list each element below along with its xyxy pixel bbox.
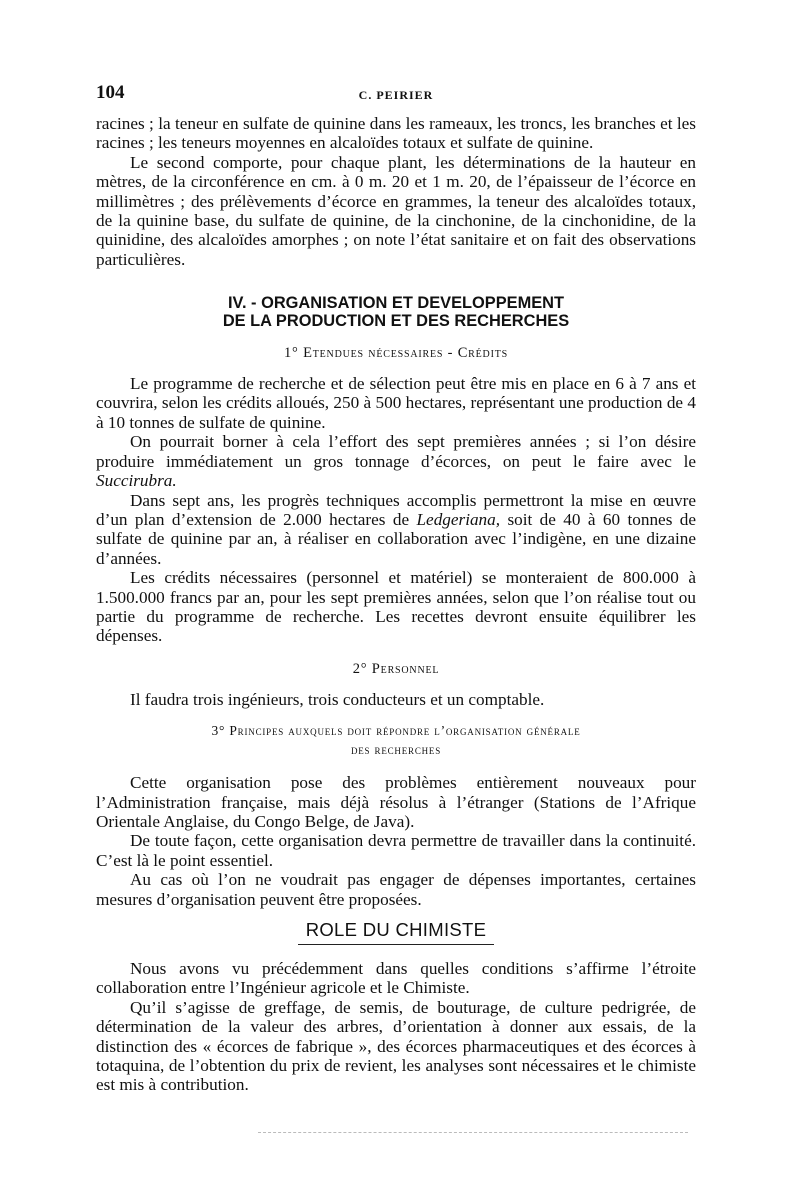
paragraph-6: Les crédits nécessaires (personnel et matériel) se monteraient de 800.000 à 1.500.000 francs par an, pour les sept premières années, selon que l’on réalise tout ou partie du programme de recherche. Les recettes devront ensuite équilibrer les dépenses. [96, 568, 696, 646]
section-heading-line-1: IV. - ORGANISATION ET DEVELOPPEMENT [227, 294, 565, 313]
running-head [96, 82, 696, 114]
paragraph-10: Au cas où l’on ne voudrait pas engager de dépenses importantes, certaines mesures d’organisation peuvent être proposées. [96, 870, 696, 909]
paragraph-5-text-a: Dans sept ans, les progrès techniques accomplis permettront la mise en œuvre d’un plan d’extension de 2.000 hectares de [96, 490, 696, 529]
section-heading-iv [96, 295, 696, 330]
subheading-principes-line-1: 3° Principes auxquels doit répondre l’organisation générale [211, 723, 581, 739]
page [96, 82, 696, 1095]
subheading-principes-line-2: des recherches [350, 742, 442, 758]
page-number: 104 [96, 82, 125, 103]
paragraph-4-text: On pourrait borner à cela l’effort des sept premières années ; si l’on désire produire immédiatement un gros tonnage d’écorces, on peut le faire avec le [96, 432, 696, 471]
paragraph-8: Cette organisation pose des problèmes entièrement nouveaux pour l’Administration française, mais déjà résolus à l’étranger (Stations de l’Afrique Orientale Anglaise, du Congo Belge, de Java). [96, 773, 696, 831]
paragraph-2: Le second comporte, pour chaque plant, les déterminations de la hauteur en mètres, de la circonférence en cm. à 0 m. 20 et 1 m. 20, de l’épaisseur de l’écorce en millimètres ; des prélèvements d’écorce en grammes, la teneur des alcaloïdes totaux, de la quinine base, du sulfate de quinine, de la cinchonine, de la cinchonidine, de la quinidine, des alcaloïdes amorphes ; on note l’état sanitaire et on fait des observations particulières. [96, 152, 696, 269]
paragraph-9: De toute façon, cette organisation devra permettre de travailler dans la continuité. C’est là le point essentiel. [96, 831, 696, 870]
paragraph-7: Il faudra trois ingénieurs, trois conducteurs et un comptable. [130, 689, 545, 709]
paragraph-5-text-b: soit de 40 à 60 tonnes de sulfate de quinine par an, à réaliser en collaboration avec l’indigène, en une dizaine d’années. [96, 509, 696, 568]
subheading-personnel: 2° Personnel [352, 660, 440, 677]
subheading-principes [96, 721, 696, 759]
paragraph-1: racines ; la teneur en sulfate de quinine dans les rameaux, les troncs, les branches et les racines ; les teneurs moyennes en alcaloïdes totaux et sulfate de quinine. [96, 114, 696, 153]
heading-role-du-chimiste: ROLE DU CHIMISTE [298, 919, 495, 945]
section-heading-line-2: DE LA PRODUCTION ET DES RECHERCHES [222, 311, 570, 330]
paragraph-4-italic: Succirubra. [96, 471, 177, 491]
running-title: C. PEIRIER [358, 88, 434, 102]
footer-rule [258, 1132, 688, 1133]
paragraph-4 [96, 432, 696, 490]
heading-role-du-chimiste-wrap [96, 919, 696, 945]
paragraph-12: Qu’il s’agisse de greffage, de semis, de bouturage, de culture pedrigrée, de détermination de la valeur des arbres, d’orientation à donner aux essais, de la distinction des « écorces de fabrique », des écorces pharmaceutiques et des écorces à totaquina, de l’obtention du prix de revient, les analyses sont nécessaires et le chimiste est mis à contribution. [96, 997, 696, 1095]
paragraph-5 [96, 491, 696, 569]
paragraph-3: Le programme de recherche et de sélection peut être mis en place en 6 à 7 ans et couvrira, selon les crédits alloués, 250 à 500 hectares, représentant une production de 4 à 10 tonnes de sulfate de quinine. [96, 374, 696, 432]
paragraph-5-italic: Ledgeriana, [416, 509, 501, 529]
paragraph-11: Nous avons vu précédemment dans quelles conditions s’affirme l’étroite collaboration entre l’Ingénieur agricole et le Chimiste. [96, 959, 696, 998]
subheading-etendues: 1° Etendues nécessaires - Crédits [284, 345, 508, 362]
